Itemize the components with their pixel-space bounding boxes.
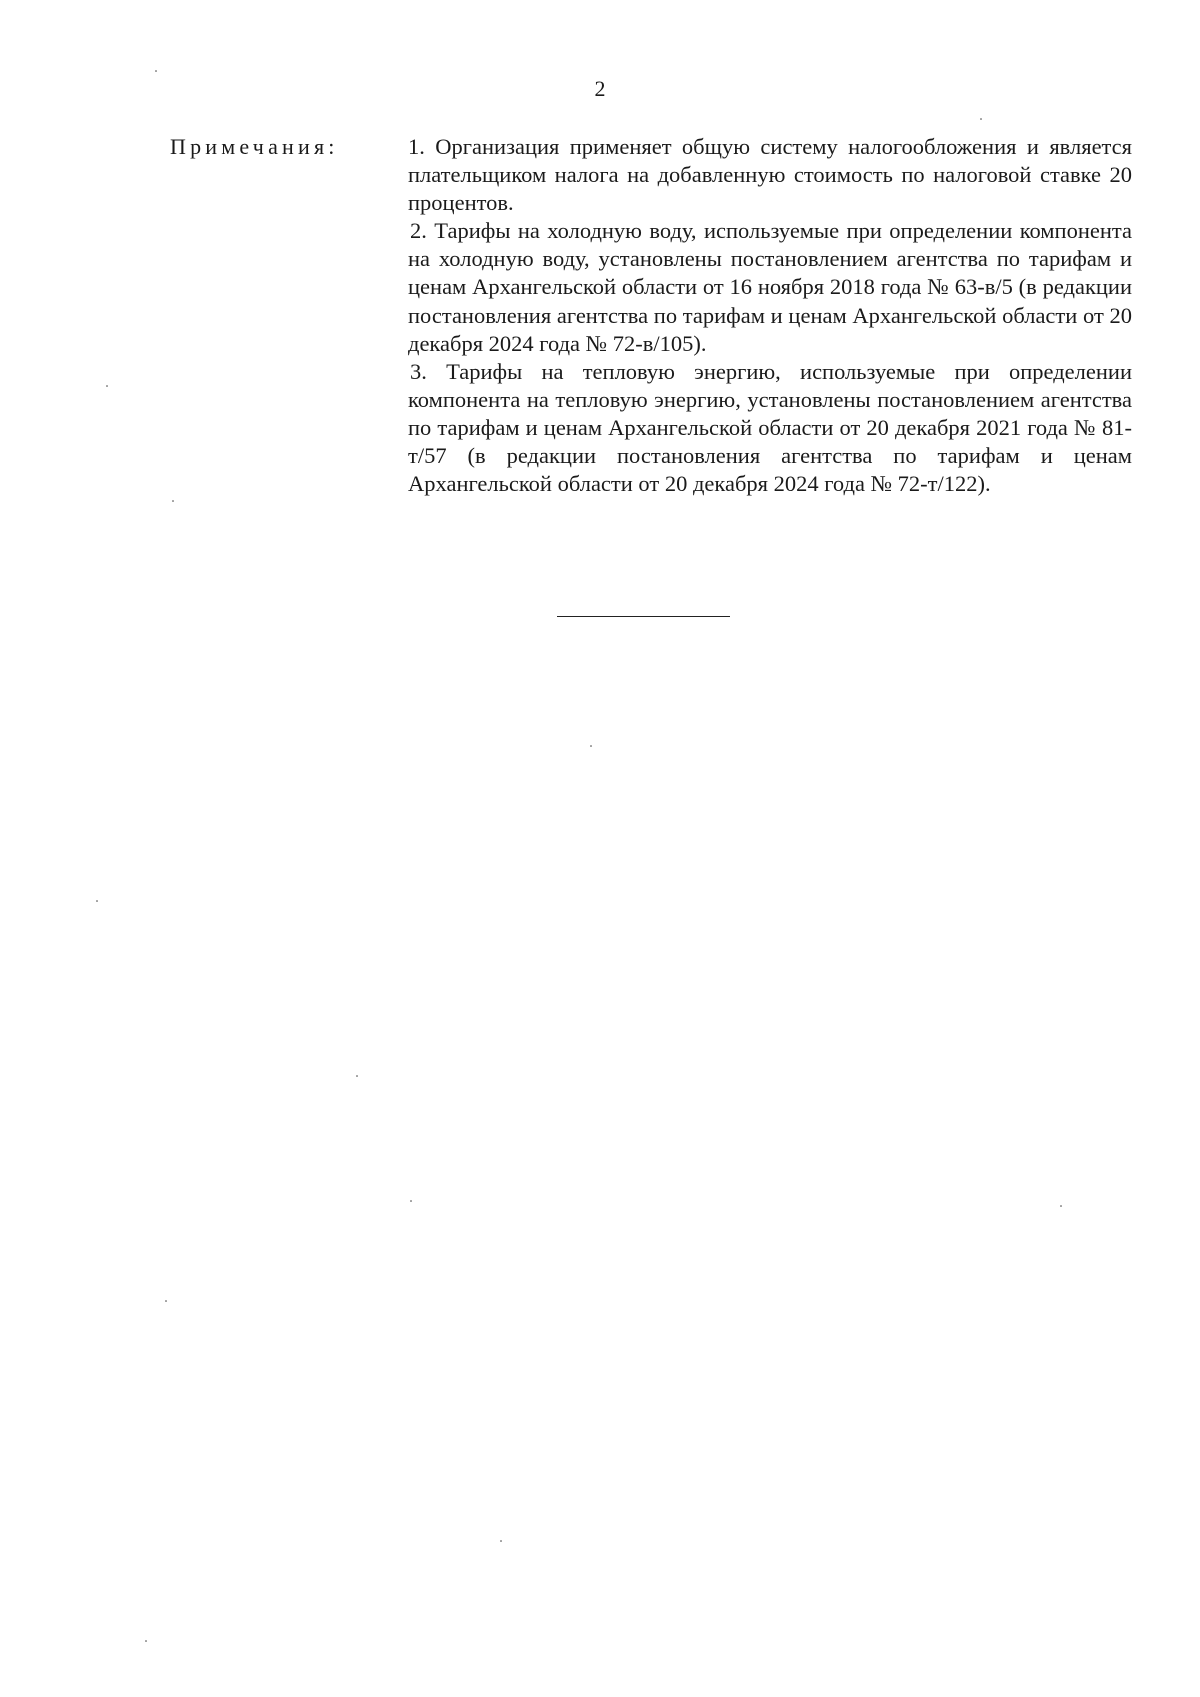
notes-label: Примечания:: [170, 134, 339, 159]
page-number: 2: [594, 76, 606, 101]
notes-list: [408, 133, 1132, 498]
note-item-3: 3. Тарифы на тепловую энергию, используемые при определении компонента на тепловую энергию, установлены постановлением агентства по тарифам и ценам Архангельской области от 20 декабря 2021 года № 81-т/57 (в редакции постановления агентства по тарифам и ценам Архангельской области от 20 декабря 2024 года № 72-т/122).: [408, 358, 1132, 497]
note-item-1: 1. Организация применяет общую систему налогообложения и является плательщиком налога на добавленную стоимость по налоговой ставке 20 процентов.: [408, 134, 1132, 216]
end-divider: [557, 616, 730, 617]
note-item-2: 2. Тарифы на холодную воду, используемые при определении компонента на холодную воду, установлены постановлением агентства по тарифам и ценам Архангельской области от 16 ноября 2018 года № 63-в/5 (в редакции постановления агентства по тарифам и ценам Архангельской области от 20 декабря 2024 года № 72-в/105).: [408, 218, 1132, 356]
